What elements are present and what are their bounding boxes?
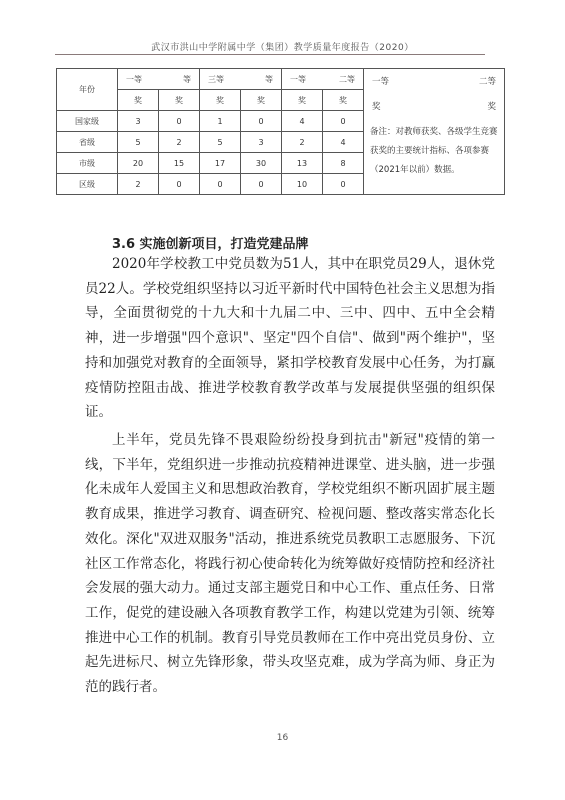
row-label: 国家级 [57, 111, 118, 132]
table-cell: 0 [241, 111, 282, 132]
table-cell: 8 [323, 153, 364, 174]
table-cell: 30 [241, 153, 282, 174]
table-header-cell: 奖 [282, 90, 323, 111]
table-cell: 4 [282, 111, 323, 132]
table-header-cell: 奖 [241, 90, 282, 111]
body-paragraph: 2020年学校教工中党员数为51人，其中在职党员29人，退休党员22人。学校党组织坚持以习近平新时代中国特色社会主义思想为指导，全面贯彻党的十九大和十九届二中、三中、四中、五中全会精神，进一步增强"四个意识"、坚定"四个自信"、做到"两个维护"，坚持和加强党对教育的全面领导，紧扣学校教育发展中心任务，为打赢疫情防控阻击战、推进学校教育教学改革与发展提供坚强的组织保证。 [85, 256, 495, 421]
page-number: 16 [276, 733, 289, 743]
table-cell: 13 [282, 153, 323, 174]
table-cell: 15 [159, 153, 200, 174]
table-header-label: 年份 [57, 69, 118, 111]
table-header-cell: 奖 [118, 90, 159, 111]
table-cell: 0 [323, 111, 364, 132]
table-header-cell: 三等 等 [200, 69, 282, 90]
header-divider [55, 54, 485, 55]
body-paragraph: 上半年，党员先锋不畏艰险纷纷投身到抗击"新冠"疫情的第一线，下半年，党组织进一步推动抗疫精神进课堂、进头脑，进一步强化未成年人爱国主义和思想政治教育，学校党组织不断巩固扩展主题教育成果，推进学习教育、调查研究、检视问题、整改落实常态化长效化。深化"双进双服务"活动，推进系统党员教职工志愿服务、下沉社区工作常态化，将践行初心使命转化为统筹做好疫情防控和经济社会发展的强大动力。通过支部主题党日和中心工作、重点任务、日常工作，促党的建设融入各项教育教学工作，构建以党建为引领、统筹推进中心工作的机制。教育引导党员教师在工作中亮出党员身份、立起先进标尺、树立先锋形象，带头攻坚克难，成为学高为师、身正为范的践行者。 [85, 432, 495, 696]
row-label: 区级 [57, 174, 118, 195]
row-label: 省级 [57, 132, 118, 153]
table-cell: 3 [118, 111, 159, 132]
table-header-row [57, 69, 505, 90]
table-cell: 0 [159, 174, 200, 195]
table-cell: 0 [241, 174, 282, 195]
table-header-cell: 一等 二等 [282, 69, 364, 90]
table-cell: 5 [200, 132, 241, 153]
table-cell: 2 [159, 132, 200, 153]
table-cell: 4 [323, 132, 364, 153]
table-cell: 20 [118, 153, 159, 174]
table-cell: 1 [200, 111, 241, 132]
table-header-cell: 一等 等 [118, 69, 200, 90]
page-header: 武汉市洪山中学附属中学（集团）教学质量年度报告（2020） [151, 43, 414, 53]
table-header-cell: 奖 [159, 90, 200, 111]
table-cell: 3 [241, 132, 282, 153]
table-cell: 0 [200, 174, 241, 195]
table-cell: 5 [118, 132, 159, 153]
section-heading: 3.6 实施创新项目，打造党建品牌 [112, 237, 309, 252]
table-header-cell: 奖 [323, 90, 364, 111]
table-cell: 2 [118, 174, 159, 195]
table-cell: 17 [200, 153, 241, 174]
table-note: 一等 二等 奖 奖 备注：对教师获奖、各级学生竞赛获奖的主要统计指标、各项参赛（2021年以前）数据。 [364, 69, 505, 195]
table-cell: 0 [323, 174, 364, 195]
table-cell: 2 [282, 132, 323, 153]
table-cell: 0 [159, 111, 200, 132]
awards-table [56, 68, 505, 195]
row-label: 市级 [57, 153, 118, 174]
table-cell: 10 [282, 174, 323, 195]
table-header-cell: 奖 [200, 90, 241, 111]
